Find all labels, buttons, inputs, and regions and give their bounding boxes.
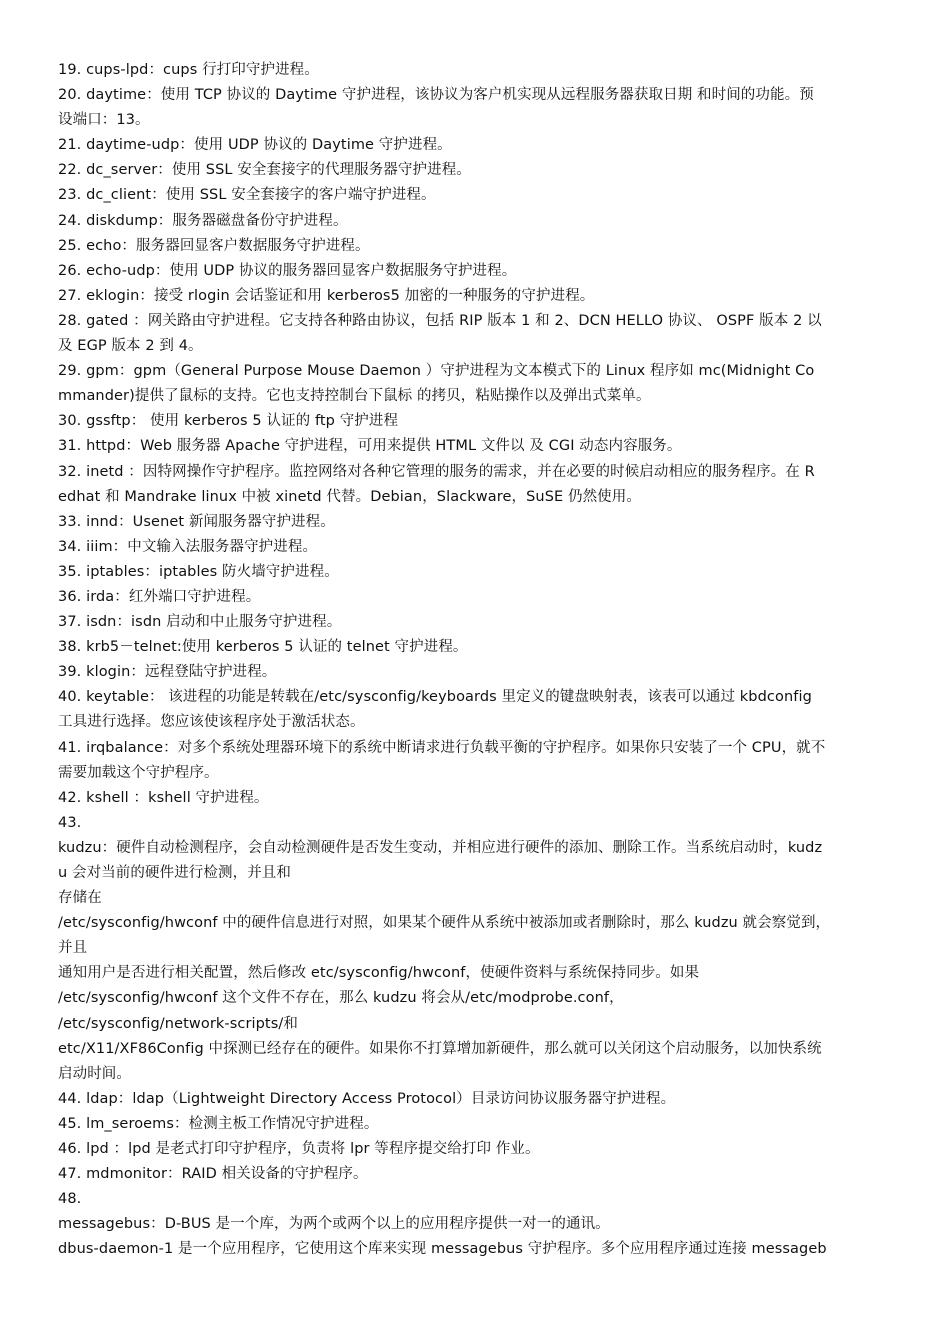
text-line: 36. irda：红外端口守护进程。 [58, 588, 261, 605]
text-line: 存储在 [58, 890, 102, 907]
text-line: 33. innd：Usenet 新闻服务器守护进程。 [58, 513, 335, 530]
text-line: 34. iiim：中文输入法服务器守护进程。 [58, 538, 318, 555]
document-page [58, 58, 896, 1263]
text-line: u 会对当前的硬件进行检测，并且和 [58, 865, 291, 881]
text-line: /etc/sysconfig/network-scripts/和 [58, 1015, 298, 1032]
text-line: 设端口：13。 [58, 112, 150, 129]
text-line: 及 EGP 版本 2 到 4。 [58, 338, 203, 355]
text-line: 22. dc_server：使用 SSL 安全套接字的代理服务器守护进程。 [58, 162, 471, 179]
text-line: 32. inetd ：因特网操作守护程序。监控网络对各种它管理的服务的需求，并在必要的时候启动相应的服务程序。在 R [58, 463, 815, 480]
text-line: 29. gpm：gpm（General Purpose Mouse Daemon ）守护进程为文本模式下的 Linux 程序如 mc(Midnight Co [58, 363, 815, 380]
text-line: etc/X11/XF86Config 中探测已经存在的硬件。如果你不打算增加新硬件，那么就可以关闭这个启动服务，以加快系统 [58, 1040, 822, 1057]
text-line: edhat 和 Mandrake linux 中被 xinetd 代替。Debian，Slackware，SuSE 仍然使用。 [58, 488, 641, 505]
text-line: 26. echo-udp：使用 UDP 协议的服务器回显客户数据服务守护进程。 [58, 262, 517, 279]
text-line: 通知用户是否进行相关配置，然后修改 etc/sysconfig/hwconf，使硬件资料与系统保持同步。如果 [58, 965, 700, 982]
text-line: 25. echo：服务器回显客户数据服务守护进程。 [58, 237, 370, 254]
text-line: 45. lm_seroems：检测主板工作情况守护进程。 [58, 1115, 379, 1132]
text-line: 43. [58, 814, 82, 831]
text-line: mmander)提供了鼠标的支持。它也支持控制台下鼠标 的拷贝，粘贴操作以及弹出式菜单。 [58, 388, 651, 405]
text-line: 48. [58, 1191, 82, 1208]
text-line: 24. diskdump：服务器磁盘备份守护进程。 [58, 212, 348, 229]
text-line: 44. ldap：ldap（Lightweight Directory Access Protocol）目录访问协议服务器守护进程。 [58, 1090, 676, 1107]
text-line: /etc/sysconfig/hwconf 中的硬件信息进行对照，如果某个硬件从系统中被添加或者删除时，那么 kudzu 就会察觉到， [58, 915, 831, 932]
text-line: 23. dc_client：使用 SSL 安全套接字的客户端守护进程。 [58, 187, 436, 204]
text-line: 47. mdmonitor：RAID 相关设备的守护程序。 [58, 1166, 368, 1183]
text-line: /etc/sysconfig/hwconf 这个文件不存在，那么 kudzu 将会从/etc/modprobe.conf， [58, 990, 624, 1007]
text-line: 41. irqbalance：对多个系统处理器环境下的系统中断请求进行负载平衡的守护程序。如果你只安装了一个 CPU，就不 [58, 739, 826, 756]
text-line: 30. gssftp： 使用 kerberos 5 认证的 ftp 守护进程 [58, 413, 399, 430]
text-line: 28. gated ：网关路由守护进程。它支持各种路由协议，包括 RIP 版本 1 和 2、DCN HELLO 协议、 OSPF 版本 2 以 [58, 312, 822, 329]
text-line: 39. klogin：远程登陆守护进程。 [58, 664, 277, 681]
text-line: 42. kshell ：kshell 守护进程。 [58, 789, 269, 806]
text-line: 40. keytable： 该进程的功能是转载在/etc/sysconfig/keyboards 里定义的键盘映射表，该表可以通过 kbdconfig [58, 689, 812, 706]
text-line: 35. iptables：iptables 防火墙守护进程。 [58, 563, 339, 580]
text-line: 38. krb5－telnet:使用 kerberos 5 认证的 telnet 守护进程。 [58, 639, 468, 656]
text-line: messagebus：D-BUS 是一个库，为两个或两个以上的应用程序提供一对一的通讯。 [58, 1216, 610, 1233]
text-line: 19. cups-lpd：cups 行打印守护进程。 [58, 62, 319, 78]
text-line: kudzu：硬件自动检测程序，会自动检测硬件是否发生变动，并相应进行硬件的添加、删除工作。当系统启动时，kudz [58, 839, 823, 856]
text-line: 需要加载这个守护程序。 [58, 764, 219, 781]
text-line: 31. httpd：Web 服务器 Apache 守护进程，可用来提供 HTML 文件以 及 CGI 动态内容服务。 [58, 438, 682, 455]
text-line: dbus-daemon-1 是一个应用程序，它使用这个库来实现 messagebus 守护程序。多个应用程序通过连接 messageb [58, 1241, 827, 1258]
text-line: 启动时间。 [58, 1065, 131, 1082]
text-line: 并且 [58, 940, 88, 957]
text-line: 37. isdn：isdn 启动和中止服务守护进程。 [58, 614, 342, 631]
text-line: 21. daytime-udp：使用 UDP 协议的 Daytime 守护进程。 [58, 137, 452, 154]
text-line: 27. eklogin：接受 rlogin 会话鉴证和用 kerberos5 加密的一种服务的守护进程。 [58, 287, 595, 304]
text-line: 46. lpd ：lpd 是老式打印守护程序，负责将 lpr 等程序提交给打印 作业。 [58, 1141, 540, 1158]
text-line: 20. daytime：使用 TCP 协议的 Daytime 守护进程，该协议为客户机实现从远程服务器获取日期 和时间的功能。预 [58, 87, 814, 104]
text-line: 工具进行选择。您应该使该程序处于激活状态。 [58, 714, 365, 731]
